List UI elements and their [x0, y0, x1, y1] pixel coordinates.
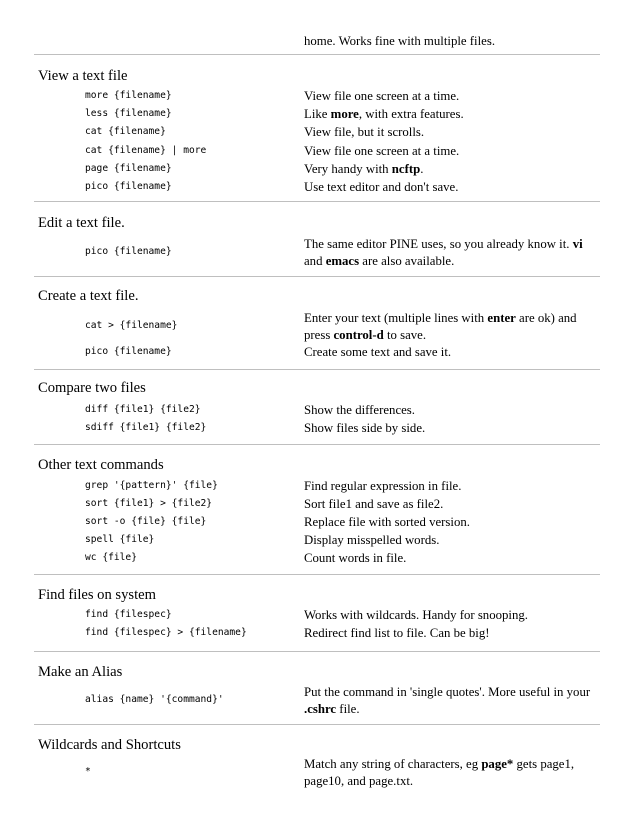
command-text: pico {filename}	[85, 181, 172, 192]
command-text: grep '{pattern}' {file}	[85, 480, 218, 491]
bold-term: more	[330, 107, 359, 121]
section-divider	[34, 369, 600, 370]
command-text: more {filename}	[85, 90, 172, 101]
description-text: Use text editor and don't save.	[304, 180, 459, 194]
command-description	[304, 625, 600, 642]
description-text: Like	[304, 107, 331, 121]
command-text: pico {filename}	[85, 246, 172, 257]
command-text: diff {file1} {file2}	[85, 404, 201, 415]
bold-term: control-d	[333, 327, 384, 342]
command-description	[304, 607, 600, 624]
command-description	[304, 236, 600, 269]
bold-term: ncftp	[391, 162, 421, 176]
command-description	[304, 514, 600, 531]
command-text: alias {name} '{command}'	[85, 694, 224, 705]
section-divider	[34, 651, 600, 652]
command-text: cat {filename}	[85, 126, 166, 137]
command-text: cat > {filename}	[85, 320, 178, 331]
description-text: View file, but it scrolls.	[304, 125, 425, 139]
command-text: spell {file}	[85, 534, 155, 545]
command-description	[304, 310, 600, 343]
description-text: The same editor PINE uses, so you already know it.	[304, 237, 573, 251]
description-text: , with extra features.	[358, 107, 464, 121]
command-text: find {filespec}	[85, 609, 172, 620]
description-text: Sort file1 and save as file2.	[304, 497, 444, 511]
command-text: sort -o {file} {file}	[85, 516, 207, 527]
description-text: gets page1, page10, and page.txt.	[304, 757, 575, 788]
section-title: Other text commands	[38, 457, 164, 473]
description-text: .	[420, 162, 424, 176]
command-text: *	[85, 766, 91, 777]
command-description	[304, 33, 600, 50]
command-description	[304, 106, 600, 123]
command-description	[304, 550, 600, 567]
description-text: Works with wildcards. Handy for snooping.	[304, 608, 528, 622]
command-description	[304, 143, 600, 160]
description-text: home. Works fine with multiple files.	[304, 34, 496, 48]
section-divider	[34, 201, 600, 202]
section-divider	[34, 276, 600, 277]
command-text: cat {filename} | more	[85, 145, 207, 156]
command-description	[304, 420, 600, 437]
description-text: Very handy with	[304, 162, 392, 176]
command-description	[304, 161, 600, 178]
description-text: Match any string of characters, eg	[304, 757, 482, 771]
description-text: Find regular expression in file.	[304, 479, 462, 493]
description-text: View file one screen at a time.	[304, 144, 460, 158]
section-divider	[34, 574, 600, 575]
bold-term: .cshrc	[304, 701, 337, 716]
description-text: to save.	[383, 327, 427, 342]
description-text: Display misspelled words.	[304, 533, 440, 547]
section-divider	[34, 444, 600, 445]
command-description	[304, 124, 600, 141]
command-description	[304, 756, 600, 789]
description-text: are ok) and press	[304, 311, 577, 342]
bold-term: page*	[481, 757, 514, 771]
section-title: Compare two files	[38, 380, 146, 396]
description-text: and	[304, 253, 326, 268]
command-description	[304, 684, 600, 717]
command-description	[304, 88, 600, 105]
bold-term: vi	[572, 237, 583, 251]
description-text: file.	[336, 701, 360, 716]
description-text: Count words in file.	[304, 551, 407, 565]
command-text: sort {file1} > {file2}	[85, 498, 213, 509]
command-text: find {filespec} > {filename}	[85, 627, 247, 638]
description-text: Create some text and save it.	[304, 345, 452, 359]
command-description	[304, 496, 600, 513]
description-text: are also available.	[359, 253, 455, 268]
description-text: Redirect find list to file. Can be big!	[304, 626, 490, 640]
description-text: Enter your text (multiple lines with	[304, 311, 488, 325]
description-text: Put the command in 'single quotes'. More useful in your	[304, 685, 591, 699]
command-text: page {filename}	[85, 163, 172, 174]
section-title: Edit a text file.	[38, 215, 125, 231]
description-text: Show files side by side.	[304, 421, 426, 435]
description-text: Show the differences.	[304, 403, 415, 417]
command-text: less {filename}	[85, 108, 172, 119]
command-text: pico {filename}	[85, 346, 172, 357]
command-description	[304, 179, 600, 196]
bold-term: enter	[487, 311, 516, 325]
command-text: wc {file}	[85, 552, 137, 563]
section-divider	[34, 724, 600, 725]
command-text: sdiff {file1} {file2}	[85, 422, 207, 433]
command-description	[304, 478, 600, 495]
command-description	[304, 532, 600, 549]
section-divider	[34, 54, 600, 55]
command-description	[304, 344, 600, 361]
section-title: Find files on system	[38, 587, 156, 603]
section-title: View a text file	[38, 68, 128, 84]
section-title: Wildcards and Shortcuts	[38, 737, 181, 753]
description-text: View file one screen at a time.	[304, 89, 460, 103]
command-description	[304, 402, 600, 419]
section-title: Make an Alias	[38, 664, 123, 680]
bold-term: emacs	[325, 253, 360, 268]
section-title: Create a text file.	[38, 288, 139, 304]
description-text: Replace file with sorted version.	[304, 515, 470, 529]
